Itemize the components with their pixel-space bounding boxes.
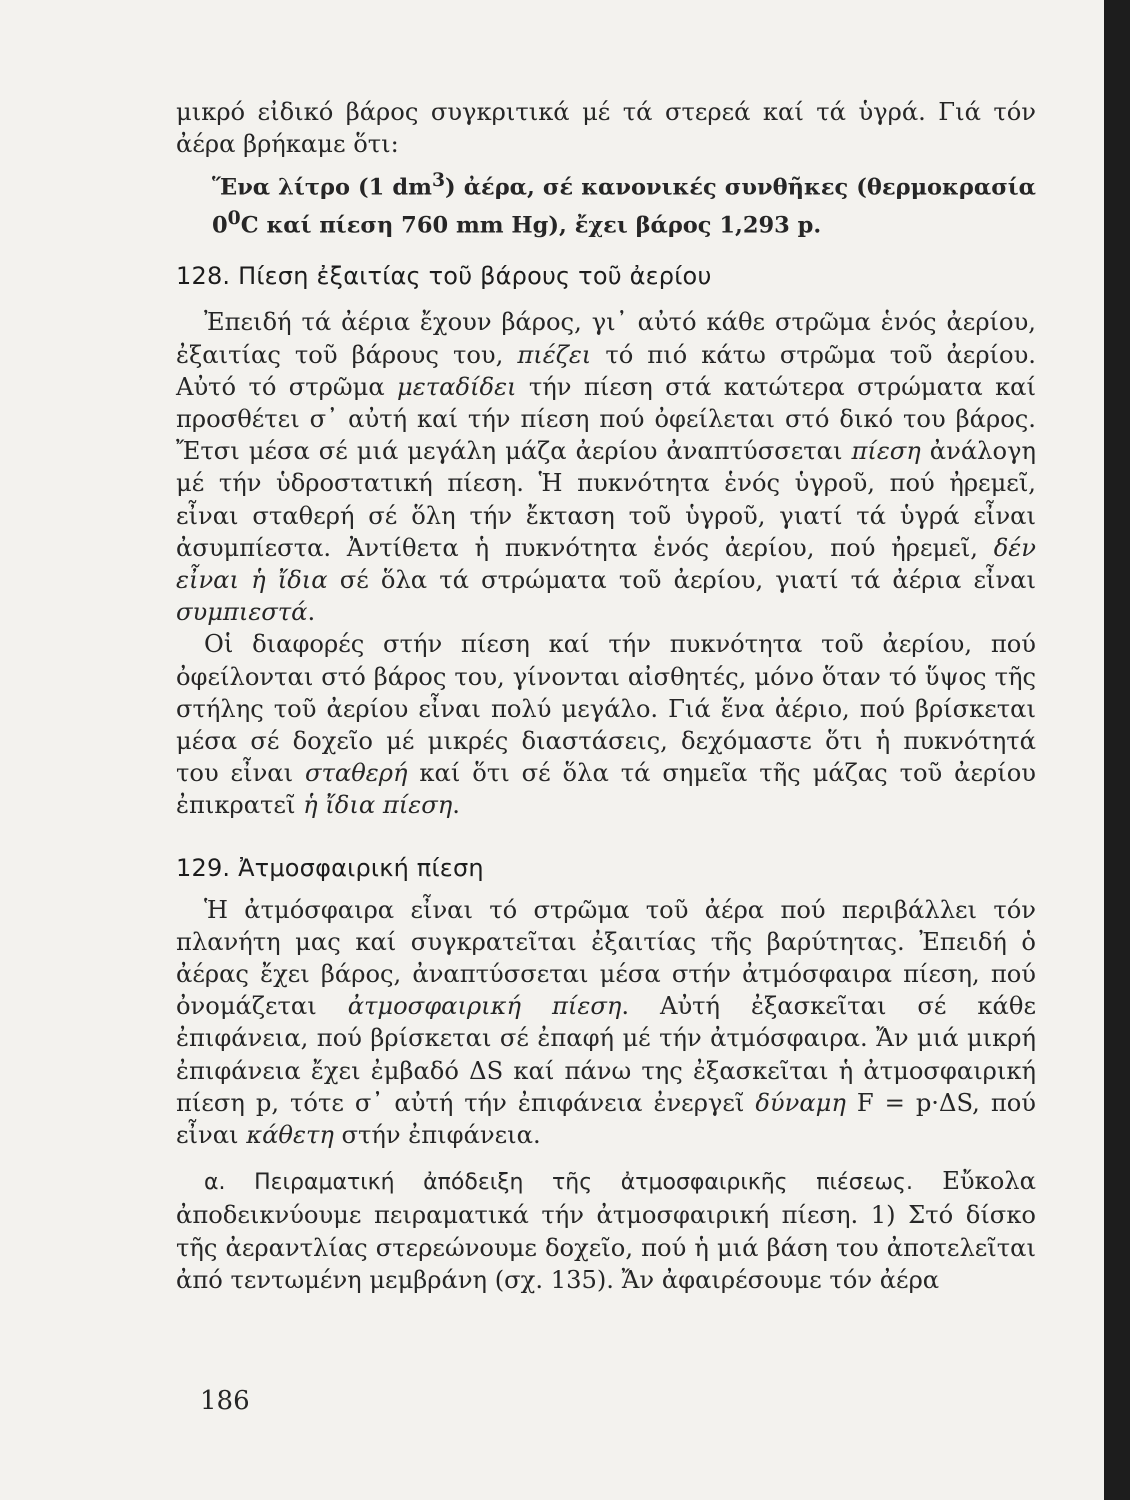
experiment-subheading: α. Πειραματική ἀπόδειξη τῆς ἀτμοσφαιρικῆς πιέσεως. xyxy=(204,1170,913,1196)
scan-dark-edge xyxy=(1104,0,1130,1500)
definition-bold-statement: Ἕνα λίτρο (1 $dm^3$) ἀέρα, σέ κανονικές συνθῆκες (θερμοκρασία $0^0C$ καί πίεση 760 mm Hg), ἔχει βάρος 1,293 p. xyxy=(212,169,1036,239)
section-128-paragraph-1: Ἐπειδή τά ἀέρια ἔχουν βάρος, γι᾽ αὐτό κάθε στρῶμα ἑνός ἀερίου, ἐξαιτίας τοῦ βάρους του, πιέζει τό πιό κάτω στρῶμα τοῦ ἀερίου. Αὐτό τό στρῶμα μεταδίδει τήν πίεση στά κατώτερα στρώματα καί προσθέτει σ᾽ αὐτή καί τήν πίεση πού ὀφείλεται στό δικό του βάρος. Ἔτσι μέσα σέ μιά μεγάλη μάζα ἀερίου ἀναπτύσσεται πίεση ἀνάλογη μέ τήν ὑδροστατική πίεση. Ἡ πυκνότητα ἑνός ὑγροῦ, πού ἠρεμεῖ, εἶναι σταθερή σέ ὅλη τήν ἔκταση τοῦ ὑγροῦ, γιατί τά ὑγρά εἶναι ἀσυμπίεστα. Ἀντίθετα ἡ πυκνότητα ἑνός ἀερίου, πού ἠρεμεῖ, δέν εἶναι ἡ ἴδια σέ ὅλα τά στρώματα τοῦ ἀερίου, γιατί τά ἀέρια εἶναι συμπιεστά. xyxy=(176,308,1037,627)
section-128-paragraph-2: Οἱ διαφορές στήν πίεση καί τήν πυκνότητα τοῦ ἀερίου, πού ὀφείλονται στό βάρος του, γίνονται αἰσθητές, μόνο ὅταν τό ὕψος τῆς στήλης τοῦ ἀερίου εἶναι πολύ μεγάλο. Γιά ἕνα ἀέριο, πού βρίσκεται μέσα σέ δοχεῖο μέ μικρές διαστάσεις, δεχόμαστε ὅτι ἡ πυκνότητά του εἶναι σταθερή καί ὅτι σέ ὅλα τά σημεῖα τῆς μάζας τοῦ ἀερίου ἐπικρατεῖ ἡ ἴδια πίεση. xyxy=(176,630,1036,820)
section-128-heading: 128. Πίεση ἐξαιτίας τοῦ βάρους τοῦ ἀερίου xyxy=(176,262,712,291)
section-129-paragraph-1: Ἡ ἀτμόσφαιρα εἶναι τό στρῶμα τοῦ ἀέρα πού περιβάλλει τόν πλανήτη μας καί συγκρατεῖται ἐξαιτίας τῆς βαρύτητας. Ἐπειδή ὁ ἀέρας ἔχει βάρος, ἀναπτύσσεται μέσα στήν ἀτμόσφαιρα πίεση, πού ὀνομάζεται ἀτμοσφαιρική πίεση. Αὐτή ἐξασκεῖται σέ κάθε ἐπιφάνεια, πού βρίσκεται σέ ἐπαφή μέ τήν ἀτμόσφαιρα. Ἄν μιά μικρή ἐπιφάνεια ἔχει ἐμβαδό ΔS καί πάνω της ἐξασκεῖται ἡ ἀτμοσφαιρική πίεση p, τότε σ᾽ αὐτή τήν ἐπιφάνεια ἐνεργεῖ δύναμη F = p·ΔS, πού εἶναι κάθετη στήν ἐπιφάνεια. xyxy=(176,895,1036,1150)
page-text-block xyxy=(176,96,1036,1296)
page-number: 186 xyxy=(200,1386,250,1416)
intro-paragraph: μικρό εἰδικό βάρος συγκριτικά μέ τά στερεά καί τά ὑγρά. Γιά τόν ἀέρα βρήκαμε ὅτι: xyxy=(176,98,1036,159)
section-129-heading: 129. Ἀτμοσφαιρική πίεση xyxy=(176,853,484,882)
section-129-paragraph-2: α. Πειραματική ἀπόδειξη τῆς ἀτμοσφαιρικῆς πιέσεως. Εὔκολα ἀποδεικνύουμε πειραματικά τήν ἀτμοσφαιρική πίεση. 1) Στό δίσκο τῆς ἀεραντλίας στερεώνουμε δοχεῖο, πού ἡ μιά βάση του ἀποτελεῖται ἀπό τεντωμένη μεμβράνη (σχ. 135). Ἄν ἀφαιρέσουμε τόν ἀέρα xyxy=(176,1167,1036,1294)
